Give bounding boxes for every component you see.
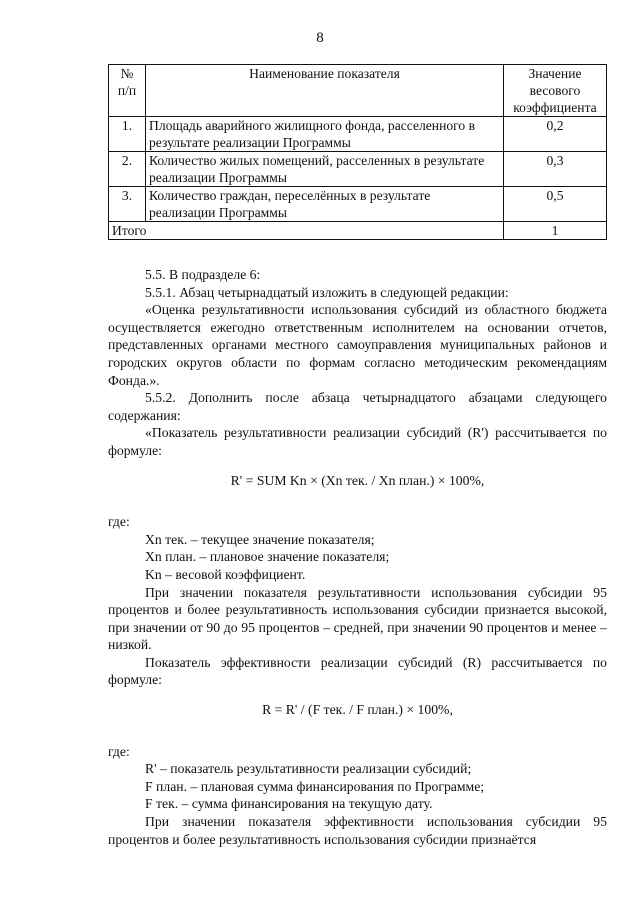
row-name: Количество жилых помещений, расселенных в результате реализации Программы: [146, 152, 504, 187]
table-row: [109, 152, 607, 187]
header-name: Наименование показателя: [146, 65, 504, 117]
where-label: где:: [108, 514, 130, 530]
definition: F план. – плановая сумма финансирования по Программе;: [145, 778, 485, 794]
row-value: 0,5: [504, 187, 607, 222]
definition: F тек. – сумма финансирования на текущую дату.: [145, 796, 433, 812]
total-label: Итого: [109, 222, 504, 240]
definition: Xn план. – плановое значение показателя;: [145, 549, 390, 565]
paragraph: Показатель эффективности реализации субсидий (R) рассчитывается по формуле:: [108, 654, 607, 688]
row-name: Площадь аварийного жилищного фонда, расселенного в результате реализации Программы: [146, 117, 504, 152]
paragraph: При значении показателя эффективности использования субсидии 95 процентов и более результативность использования субсидии признаётся: [108, 814, 607, 847]
paragraph: 5.5.1. Абзац четырнадцатый изложить в следующей редакции:: [145, 284, 509, 300]
definition: R' – показатель результативности реализации субсидий;: [145, 761, 472, 777]
row-number: 2.: [109, 152, 146, 187]
weights-table: [108, 64, 607, 240]
header-value: Значение весового коэффициента: [504, 65, 607, 117]
definition: Kn – весовой коэффициент.: [145, 566, 306, 582]
row-value: 0,3: [504, 152, 607, 187]
paragraph: «Оценка результативности использования субсидий из областного бюджета осуществляется ежегодно ответственным исполнителем на основании отчетов, представленных органами местного самоуправления муниципальных районов и городских округов области по формам согласно методическим рекомендациям Фонда.».: [108, 302, 607, 388]
where-label: где:: [108, 743, 130, 759]
page-number: 8: [316, 30, 324, 46]
table-total-row: [109, 222, 607, 240]
definition: Xn тек. – текущее значение показателя;: [145, 531, 375, 547]
document-body: [108, 266, 607, 848]
table-header-row: [109, 65, 607, 117]
header-number: № п/п: [109, 65, 146, 117]
formula-efficiency: R = R' / (F тек. / F план.) × 100%,: [262, 702, 453, 718]
formula-result: R' = SUM Kn × (Xn тек. / Xn план.) × 100%,: [230, 472, 485, 488]
total-value: 1: [504, 222, 607, 240]
row-value: 0,2: [504, 117, 607, 152]
paragraph: «Показатель результативности реализации субсидий (R') рассчитывается по формуле:: [108, 425, 607, 458]
table-row: [109, 187, 607, 222]
paragraph: При значении показателя результативности использования субсидии 95 процентов и более результативность использования субсидии признается высокой, при значении от 90 до 95 процентов – средней, при значении 90 процентов и менее – низкой.: [108, 584, 607, 653]
row-number: 1.: [109, 117, 146, 152]
row-number: 3.: [109, 187, 146, 222]
paragraph: 5.5.2. Дополнить после абзаца четырнадцатого абзацами следующего содержания:: [108, 390, 607, 423]
row-name: Количество граждан, переселённых в результате реализации Программы: [146, 187, 504, 222]
paragraph: 5.5. В подразделе 6:: [145, 267, 261, 282]
table-row: [109, 117, 607, 152]
